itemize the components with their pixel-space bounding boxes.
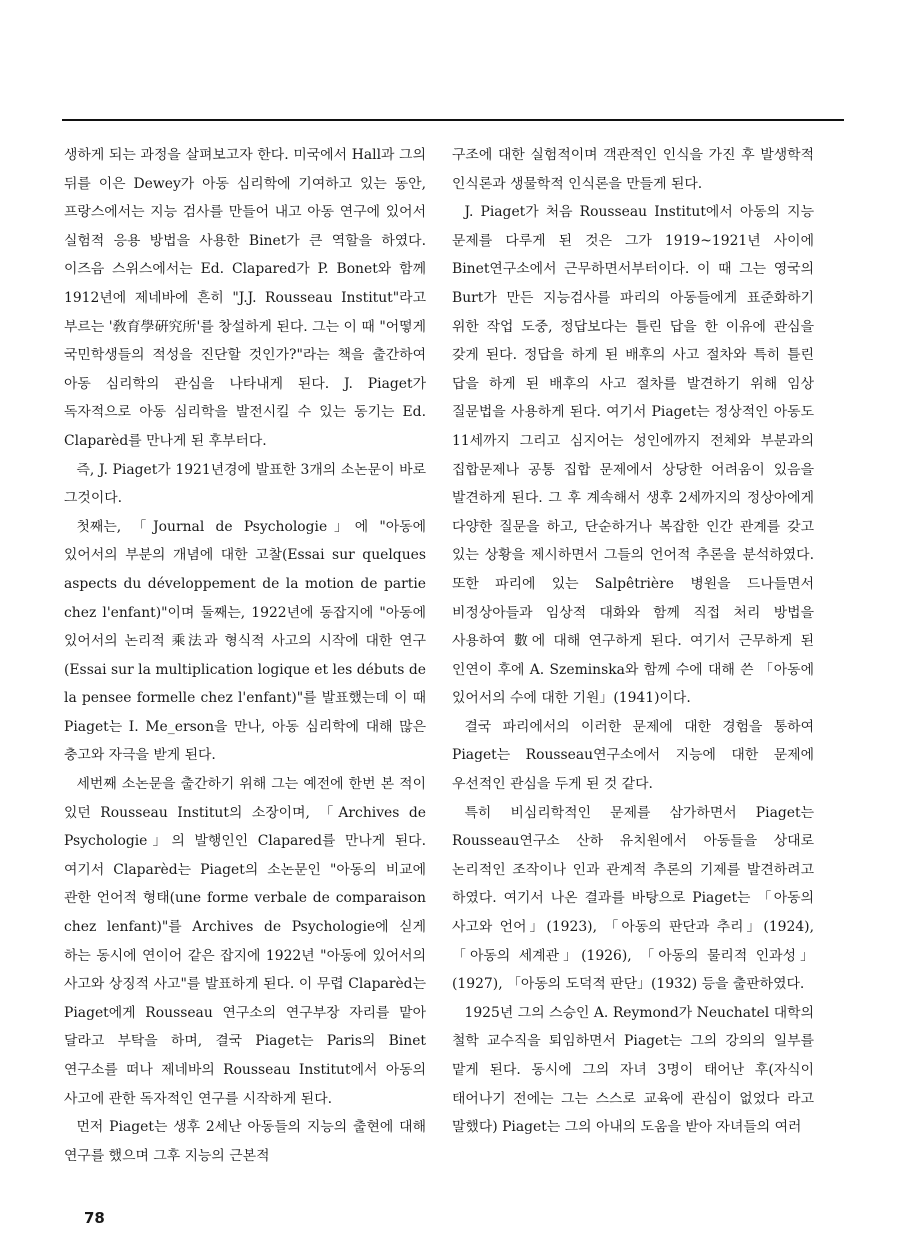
paragraph: 결국 파리에서의 이러한 문제에 대한 경험을 통하여 Piaget는 Rousseau연구소에서 지능에 대한 문제에 우선적인 관심을 두게 된 것 같다. — [452, 718, 814, 793]
page-number: 78 — [84, 1209, 105, 1227]
left-column — [64, 141, 426, 1170]
paragraph: 구조에 대한 실험적이며 객관적인 인식을 가진 후 발생학적 인식론과 생물학적 인식론을 만들게 된다. — [452, 147, 814, 192]
paragraph: J. Piaget가 처음 Rousseau Institut에서 아동의 지능 문제를 다루게 된 것은 그가 1919~1921년 사이에 Binet연구소에서 근무하면서부터이다. 이 때 그는 영국의 Burt가 만든 지능검사를 파리의 아동들에게 표준화하기 위한 작업 도중, 정답보다는 틀린 답을 한 이유에 관심을 갖게 된다. 정답을 하게 된 배후의 사고 절차와 특히 틀린 답을 하게 된 배후의 사고 절차를 발견하기 위해 임상 질문법을 사용하게 된다. 여기서 Piaget는 정상적인 아동도 11세까지 그리고 심지어는 성인에까지 전체와 부분과의 집합문제나 공통 집합 문제에서 상당한 어려움이 있음을 발견하게 된다. 그 후 계속해서 생후 2세까지의 정상아에게 다양한 질문을 하고, 단순하거나 복잡한 인간 관계를 갖고 있는 상황을 제시하면서 그들의 언어적 추론을 분석하였다. 또한 파리에 있는 Salpêtrière 병원을 드나들면서 비정상아들과 임상적 대화와 함께 직접 처리 방법을 사용하여 數에 대해 연구하게 된다. 여기서 근무하게 된 인연이 후에 A. Szeminska와 함께 수에 대해 쓴 「아동에 있어서의 수에 대한 기원」(1941)이다. — [452, 204, 814, 707]
paragraph: 첫째는, 「Journal de Psychologie」에 "아동에 있어서의 부분의 개념에 대한 고찰(Essai sur quelques aspects du développement de la motion de partie chez l'enfant)"이며 둘째는, 1922년에 동잡지에 "아동에 있어서의 논리적 乘法과 형식적 사고의 시작에 대한 연구(Essai sur la multiplication logique et les débuts de la pensee formelle chez l'enfant)"를 발표했는데 이 때 Piaget는 I. Me_erson을 만나, 아동 심리학에 대해 많은 충고와 자극을 받게 된다. — [64, 518, 426, 764]
paragraph: 1925년 그의 스승인 A. Reymond가 Neuchatel 대학의 철학 교수직을 퇴임하면서 Piaget는 그의 강의의 일부를 맡게 된다. 동시에 그의 자녀 3명이 태어난 후(자식이 태어나기 전에는 그는 스스로 교육에 관심이 없었다 라고 말했다) Piaget는 그의 아내의 도움을 받아 자녀들의 여러 — [452, 1004, 814, 1136]
paragraph: 먼저 Piaget는 생후 2세난 아동들의 지능의 출현에 대해 연구를 했으며 그후 지능의 근본적 — [64, 1119, 426, 1164]
right-column — [452, 141, 814, 1142]
paragraph: 특히 비심리학적인 문제를 삼가하면서 Piaget는 Rousseau연구소 산하 유치원에서 아동들을 상대로 논리적인 조작이나 인과 관계적 추론의 기제를 발견하려고 하였다. 여기서 나온 결과를 바탕으로 Piaget는 「아동의 사고와 언어」(1923), 「아동의 판단과 추리」(1924), 「아동의 세계관」(1926), 「아동의 물리적 인과성」(1927), 「아동의 도덕적 판단」(1932) 등을 출판하였다. — [452, 804, 814, 993]
paragraph: 생하게 되는 과정을 살펴보고자 한다. 미국에서 Hall과 그의 뒤를 이은 Dewey가 아동 심리학에 기여하고 있는 동안, 프랑스에서는 지능 검사를 만들어 내고 아동 연구에 있어서 실험적 응용 방법을 사용한 Binet가 큰 역할을 하였다. 이즈음 스위스에서는 Ed. Clapared가 P. Bonet와 함께 1912년에 제네바에 흔히 "J.J. Rousseau Institut"라고 부르는 '敎育學硏究所'를 창설하게 된다. 그는 이 때 "어떻게 국민학생들의 적성을 진단할 것인가?"라는 책을 출간하여 아동 심리학의 관심을 나타내게 된다. J. Piaget가 독자적으로 아동 심리학을 발전시킬 수 있는 동기는 Ed. Claparèd를 만나게 된 후부터다. — [64, 147, 426, 449]
header-rule — [62, 119, 844, 121]
paragraph: 세번째 소논문을 출간하기 위해 그는 예전에 한번 본 적이 있던 Rousseau Institut의 소장이며, 「Archives de Psychologie」의 발행인인 Clapared를 만나게 된다. 여기서 Claparèd는 Piaget의 소논문인 "아동의 비교에 관한 언어적 형태(une forme verbale de comparaison chez lenfant)"를 Archives de Psychologie에 싣게 하는 동시에 연이어 같은 잡지에 1922년 "아동에 있어서의 사고와 상징적 사고"를 발표하게 된다. 이 무렵 Claparèd는 Piaget에게 Rousseau 연구소의 연구부장 자리를 맡아 달라고 부탁을 하며, 결국 Piaget는 Paris의 Binet 연구소를 떠나 제네바의 Rousseau Institut에서 아동의 사고에 관한 독자적인 연구를 시작하게 된다. — [64, 776, 426, 1107]
paragraph: 즉, J. Piaget가 1921년경에 발표한 3개의 소논문이 바로 그것이다. — [64, 461, 426, 507]
